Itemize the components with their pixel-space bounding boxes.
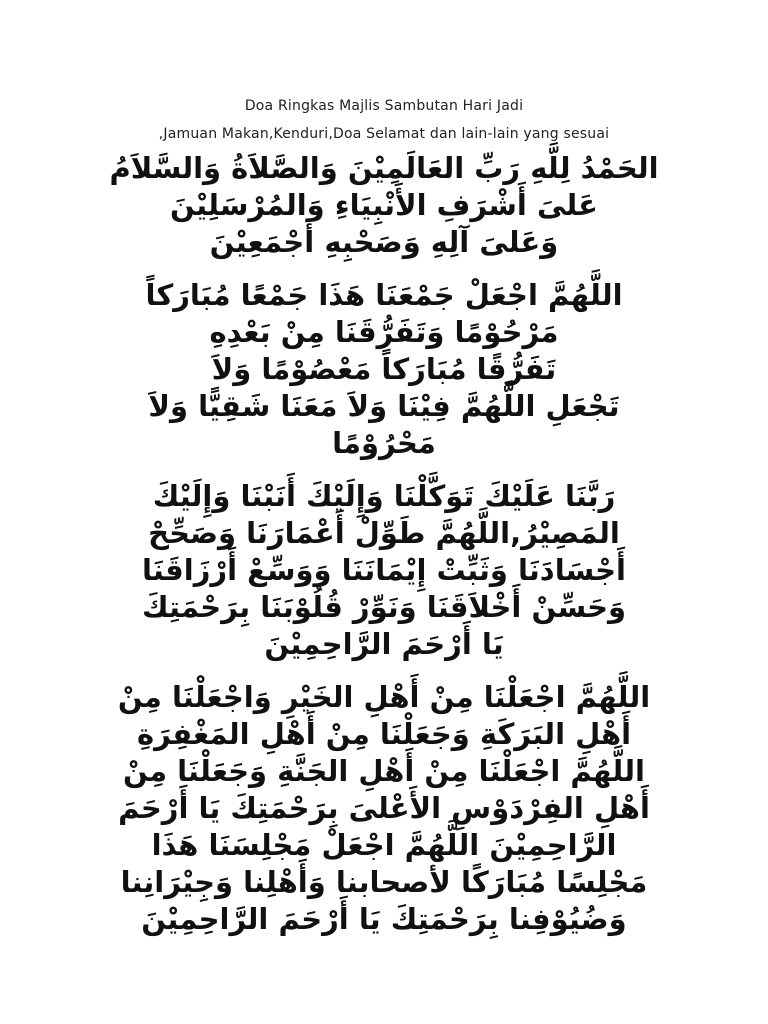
text-line: يَا أَرْحَمَ الرَّاحِمِيْنَ — [264, 627, 504, 661]
text-line: اللَّهُمَّ اجْعَلْنَا مِنْ أَهْلِ الخَيْرِ وَاجْعَلْنَا مِنْ — [117, 680, 651, 714]
text-line: الرَّاحِمِيْنَ اللَّهُمَّ اجْعَلْ مَجْلِسَنَا هَذَا — [151, 828, 617, 862]
text-line: أَجْسَادَنَا وَثَبِّتْ إِيْمَانَنَا وَوَسِّعْ أَرْزَاقَنَا — [142, 553, 626, 587]
text-line: مَرْحُوْمًا وَتَفَرُّقَنَا مِنْ بَعْدِهِ — [209, 315, 559, 349]
text-line: مَحْرُوْمًا — [332, 426, 436, 460]
text-line: وَعَلىَ آلِهِ وَصَحْبِهِ أَجْمَعِيْنَ — [209, 225, 559, 259]
text-line: رَبَّنَا عَلَيْكَ تَوَكَّلْنَا وَإِلَيْكَ أَنَبْنَا وَإِلَيْكَ — [152, 479, 616, 513]
text-line: أَهْلِ الفِرْدَوْسِ الأَعْلىَ بِرَحْمَتِكَ يَا أَرْحَمَ — [118, 791, 650, 825]
text-line: اللَّهُمَّ اجْعَلْ جَمْعَنَا هَذَا جَمْعًا مُبَارَكاً — [145, 278, 623, 312]
text-line: عَلىَ أَشْرَفِ الأَنْبِيَاءِ وَالمُرْسَلِيْنَ — [170, 188, 598, 222]
text-line: وَحَسِّنْ أَخْلاَقَنَا وَنَوِّرْ قُلُوْبَنَا بِرَحْمَتِكَ — [141, 590, 627, 624]
text-line: مَجْلِسًا مُبَارَكًا لأصحابنا وَأَهْلِنا وَجِيْرَانِنا — [120, 865, 648, 899]
title-line-2: ,Jamuan Makan,Kenduri,Doa Selamat dan lain-lain yang sesuai — [158, 126, 610, 142]
title-line-1: Doa Ringkas Majlis Sambutan Hari Jadi — [244, 98, 524, 114]
text-line: تَفَرُّقًا مُبَارَكاً مَعْصُوْمًا وَلاَ — [211, 352, 557, 386]
text-line: وَضُيُوْفِنا بِرَحْمَتِكَ يَا أَرْحَمَ الرَّاحِمِيْنَ — [141, 902, 627, 936]
paragraph-trust — [60, 478, 708, 663]
text-line: تَجْعَلِ اللَّهُمَّ فِيْنَا وَلاَ مَعَنَا شَقِيًّا وَلاَ — [148, 389, 620, 423]
text-line: المَصِيْرُ,اللَّهُمَّ طَوِّلْ أَعْمَارَنَا وَصَحِّحْ — [148, 516, 620, 550]
paragraph-people-of-goodness — [60, 679, 708, 938]
document-title — [0, 92, 768, 148]
text-line: اللَّهُمَّ اجْعَلْنَا مِنْ أَهْلِ الجَنَّةِ وَجَعَلْنَا مِنْ — [123, 754, 645, 788]
text-line: أَهْلِ البَرَكَةِ وَجَعَلْنَا مِنْ أَهْلِ المَغْفِرَةِ — [136, 717, 632, 751]
paragraph-praise — [60, 150, 708, 261]
paragraph-blessed-gathering — [60, 277, 708, 462]
text-line: الحَمْدُ لِلَّهِ رَبِّ العَالَمِيْنَ وَالصَّلاَةُ وَالسَّلاَمُ — [109, 151, 659, 185]
